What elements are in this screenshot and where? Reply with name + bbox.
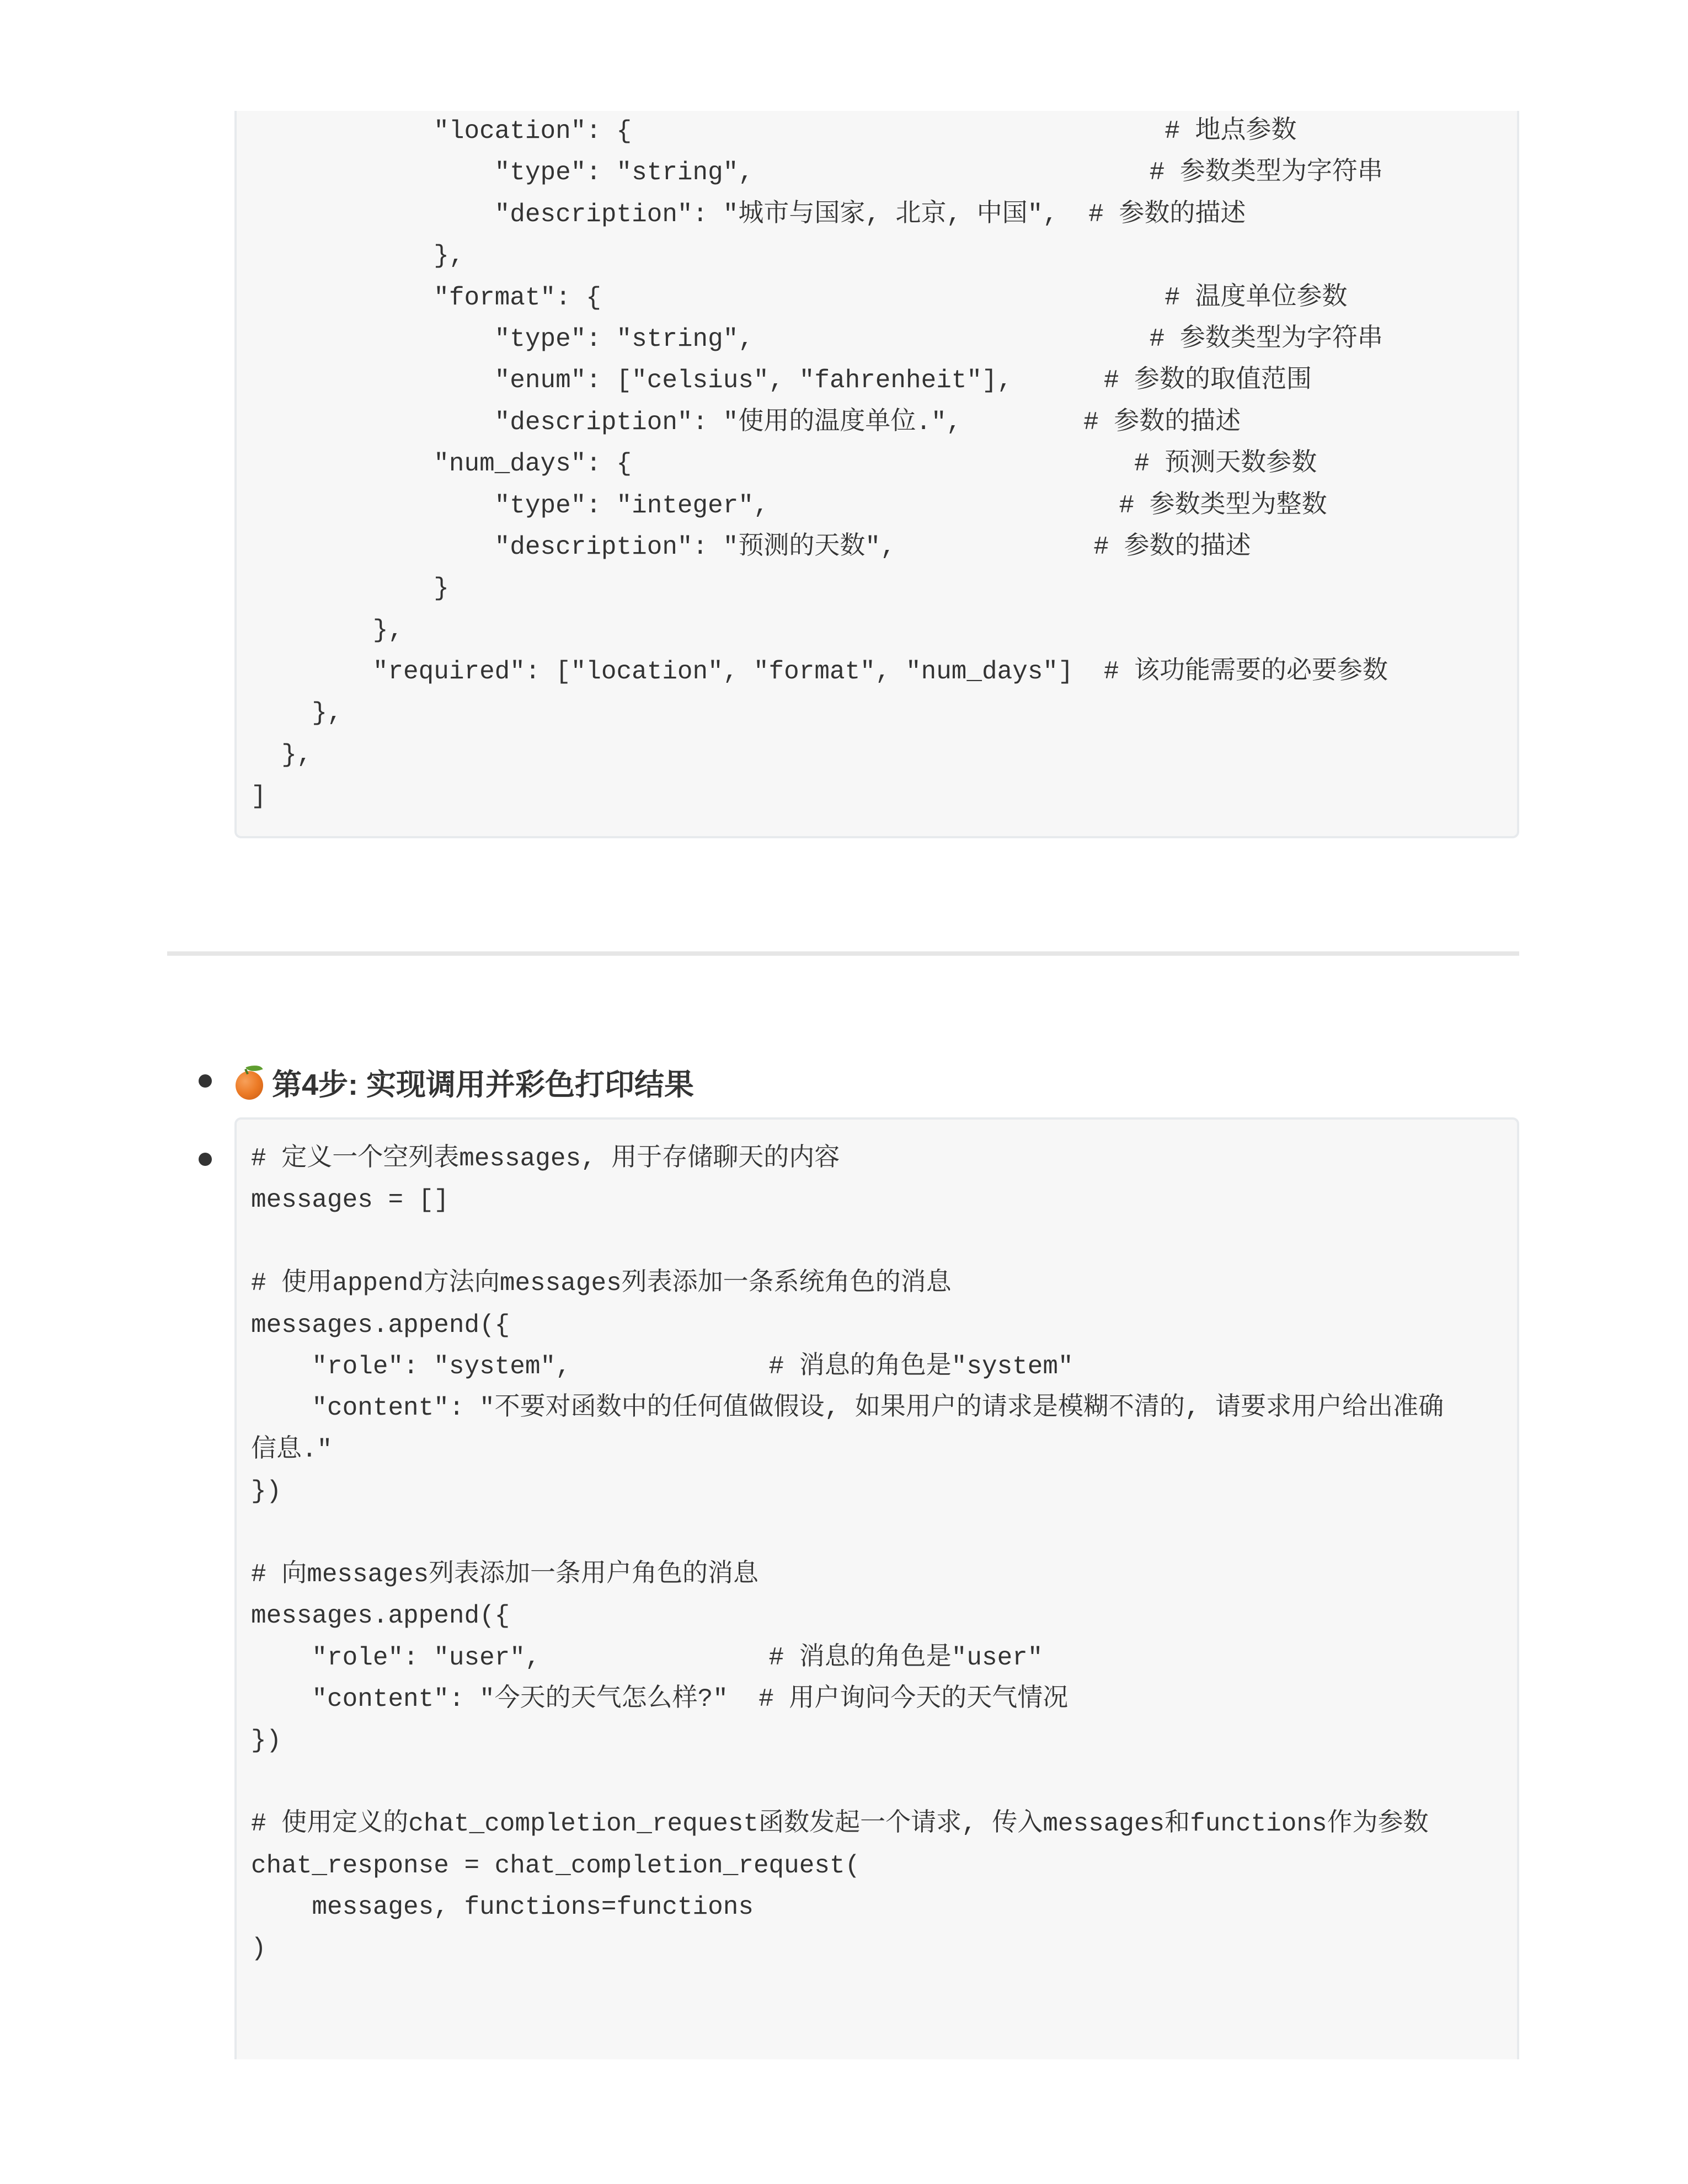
code-line: ) [251,1934,266,1963]
code-line: "location": { # 地点参数 [251,117,1297,146]
code-line: "content": "不要对函数中的任何值做假设, 如果用户的请求是模糊不清的, 请要求用户给出准确 [251,1394,1444,1423]
code-line: "description": "预测的天数", # 参数的描述 [251,532,1251,561]
code-block-call-and-print [234,1117,1519,2059]
code-line: }) [251,1477,282,1506]
code-line: }, [251,699,343,728]
code-line: ] [251,782,266,811]
code-line: messages = [] [251,1186,449,1215]
section-heading-text: 第4步: 实现调用并彩色打印结果 [272,1068,695,1101]
code-line: "enum": ["celsius", "fahrenheit"], # 参数的取值范围 [251,366,1312,395]
orange-icon [234,1064,264,1100]
code-line: 信息." [251,1435,333,1464]
code-line [251,1513,1444,1554]
code-line: }) [251,1726,282,1755]
code-line: }, [251,740,312,769]
code-line: messages.append({ [251,1602,510,1631]
horizontal-divider [167,951,1519,956]
code-line: "role": "system", # 消息的角色是"system" [251,1352,1073,1381]
code-line: "description": "城市与国家, 北京, 中国", # 参数的描述 [251,200,1246,229]
code-line: "type": "string", # 参数类型为字符串 [251,324,1383,354]
code-line: # 向messages列表添加一条用户角色的消息 [251,1560,759,1589]
code-line: "type": "integer", # 参数类型为整数 [251,491,1327,520]
code-line: "description": "使用的温度单位.", # 参数的描述 [251,408,1241,437]
list-bullet [199,1153,212,1166]
section-heading [234,1060,694,1104]
code-line [251,1762,1444,1803]
code-line: } [251,574,449,603]
code-content [251,1138,1444,1970]
code-block-functions-definition [234,111,1519,838]
code-line: }, [251,615,404,645]
code-line: # 使用定义的chat_completion_request函数发起一个请求, 传入messages和functions作为参数 [251,1810,1429,1839]
code-line: chat_response = chat_completion_request( [251,1851,861,1880]
code-line: "role": "user", # 消息的角色是"user" [251,1643,1043,1672]
code-line: "content": "今天的天气怎么样?" # 用户询问今天的天气情况 [251,1685,1069,1714]
code-line: }, [251,242,464,271]
code-line: "required": ["location", "format", "num_days"] # 该功能需要的必要参数 [251,657,1388,687]
code-line: "format": { # 温度单位参数 [251,283,1348,312]
code-content [251,111,1388,818]
code-line: # 使用append方法向messages列表添加一条系统角色的消息 [251,1269,952,1298]
code-line: messages.append({ [251,1310,510,1340]
code-line: messages, functions=functions [251,1893,754,1922]
code-line: "num_days": { # 预测天数参数 [251,449,1317,479]
code-line [251,1222,1444,1263]
list-bullet [199,1074,212,1088]
code-line: # 定义一个空列表messages, 用于存储聊天的内容 [251,1144,840,1173]
code-line: "type": "string", # 参数类型为字符串 [251,158,1383,188]
